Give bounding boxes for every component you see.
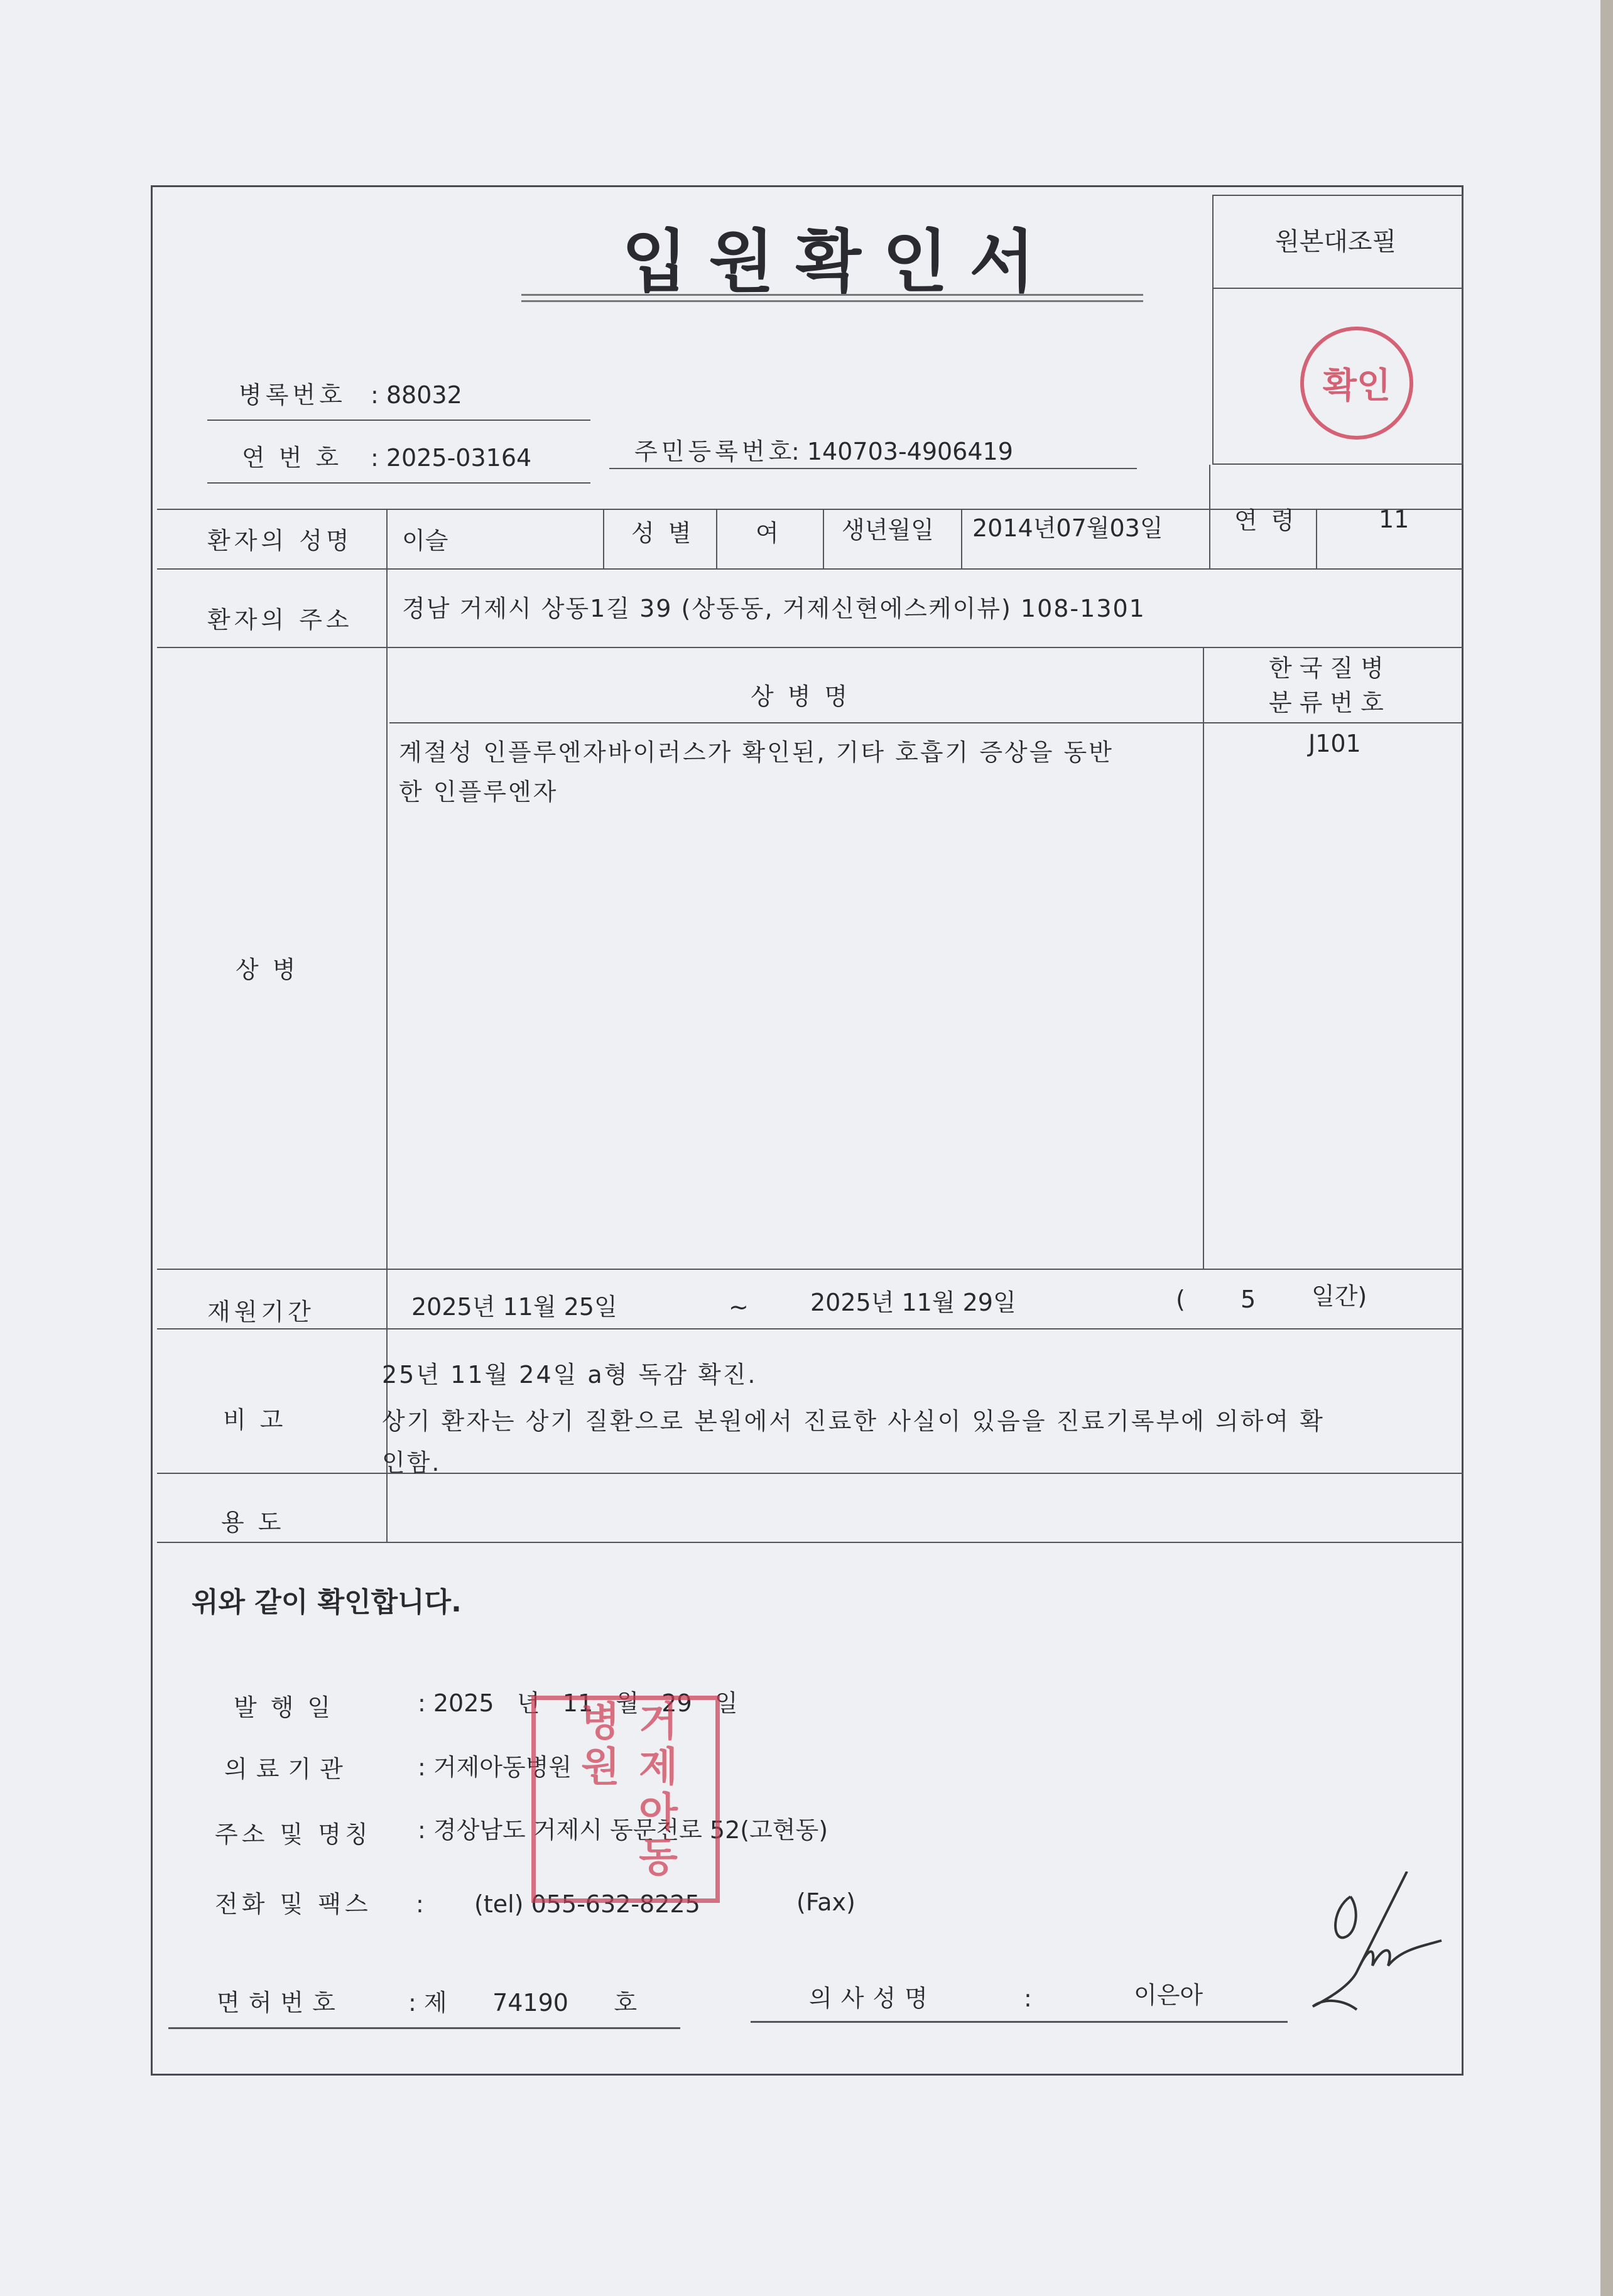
disease-code: J101 — [1308, 730, 1361, 757]
doctor-name: 이은아 — [1134, 1981, 1203, 2009]
title-underline — [521, 294, 1143, 296]
copy-check-label: 원본대조필 — [1275, 227, 1397, 256]
hospital-seal: 거제아동병원 — [531, 1696, 720, 1903]
remarks-line2: 상기 환자는 상기 질환으로 본원에서 진료한 사실이 있음을 진료기록부에 의하여 확 — [382, 1407, 1325, 1435]
phone-colon: : — [416, 1890, 424, 1918]
dob-label: 생년월일 — [842, 516, 934, 544]
doctor-signature — [1306, 1871, 1445, 2022]
doctor-label: 의사성명 — [809, 1985, 937, 2012]
disease-section-label: 상병 — [236, 956, 310, 983]
license-value: : 제 74190 호 — [408, 1989, 638, 2017]
serial-no-value: : 2025-03164 — [371, 444, 532, 472]
disease-code-header-1: 한국질병 — [1269, 654, 1391, 682]
issue-date-label: 발행일 — [234, 1694, 345, 1721]
remarks-line1: 25년 11월 24일 a형 독감 확진. — [382, 1361, 758, 1389]
hospital-address-label: 주소 및 명칭 — [215, 1821, 372, 1848]
disease-code-header-2: 분류번호 — [1269, 689, 1391, 717]
patient-name-value: 이슬 — [402, 527, 448, 555]
patient-name-label: 환자의 성명 — [207, 527, 353, 555]
dob-value: 2014년07월03일 — [972, 514, 1163, 542]
institution-label: 의료기관 — [224, 1755, 352, 1783]
purpose-label: 용도 — [221, 1508, 295, 1536]
address-value: 경남 거제시 상동1길 39 (상동동, 거제신현에스케이뷰) 108-1301 — [402, 595, 1146, 622]
remarks-label: 비고 — [223, 1406, 297, 1434]
disease-description-line2: 한 인플루엔자 — [399, 778, 558, 806]
stay-days: 5 — [1241, 1286, 1256, 1313]
license-label: 면허번호 — [217, 1989, 344, 2017]
stay-start: 2025년 11월 25일 — [411, 1293, 617, 1321]
phone-label: 전화 및 팩스 — [215, 1890, 372, 1918]
fax-value: (Fax) — [796, 1888, 855, 1916]
disease-description-line1: 계절성 인플루엔자바이러스가 확인된, 기타 호흡기 증상을 동반 — [399, 739, 1114, 766]
age-label: 연령 — [1234, 507, 1308, 534]
stay-end: 2025년 11월 29일 — [810, 1289, 1016, 1316]
document-title: 입원확인서 — [622, 223, 1056, 301]
paper-edge — [1600, 0, 1613, 2296]
sex-label: 성별 — [631, 519, 705, 547]
hospital-address-value: : 경상남도 거제시 동문천로 52(고현동) — [418, 1816, 828, 1844]
doctor-colon: : — [1024, 1985, 1032, 2012]
resident-no-label: 주민등록번호 — [634, 438, 796, 465]
institution-value: : 거제아동병원 — [418, 1753, 572, 1781]
phone-value: (tel) 055-632-8225 — [474, 1890, 700, 1918]
record-no-value: : 88032 — [371, 381, 462, 409]
confirmation-statement: 위와 같이 확인합니다. — [192, 1586, 462, 1618]
address-label: 환자의 주소 — [207, 606, 353, 634]
serial-no-label: 연번호 — [242, 444, 353, 472]
record-no-label: 병록번호 — [239, 381, 346, 409]
issue-date-value: : 2025 년 11 월 29 일 — [418, 1689, 738, 1717]
title-underline-2 — [521, 300, 1143, 302]
sex-value: 여 — [756, 519, 779, 547]
copy-check-stamp: 확인 — [1300, 327, 1413, 440]
stay-days-unit: 일간) — [1312, 1282, 1367, 1310]
stay-label: 재원기간 — [207, 1298, 315, 1326]
disease-name-header: 상병명 — [751, 683, 862, 710]
stay-separator: ~ — [729, 1293, 749, 1321]
stay-open-paren: ( — [1176, 1286, 1185, 1313]
resident-no-value: : 140703-4906419 — [791, 438, 1013, 465]
remarks-line3: 인함. — [382, 1449, 442, 1476]
age-value: 11 — [1379, 506, 1409, 533]
